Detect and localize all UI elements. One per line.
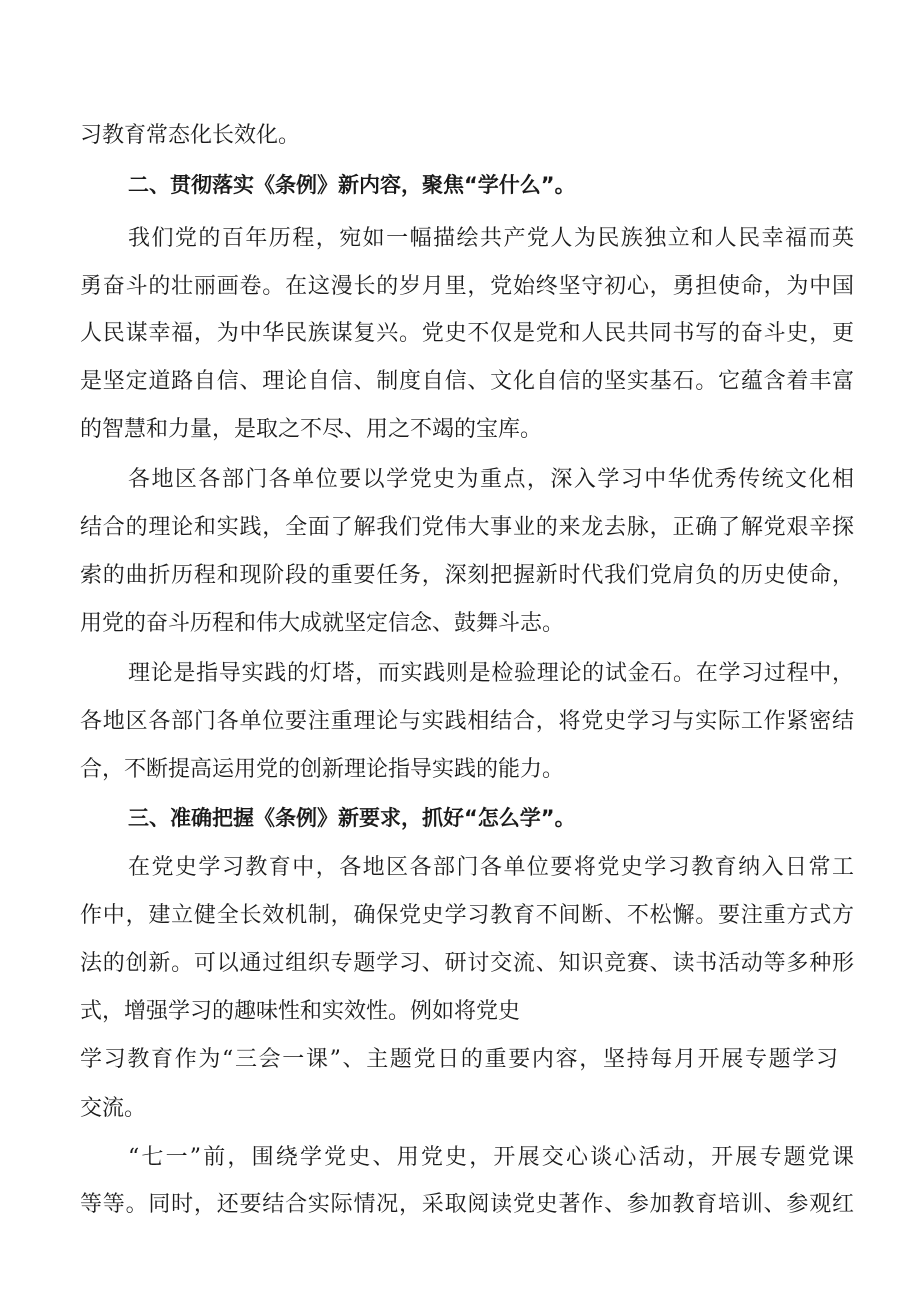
text-line: 结合的理论和实践，全面了解我们党伟大事业的来龙去脉，正确了解党艰辛探: [80, 515, 854, 540]
text-line: 人民谋幸福，为中华民族谋复兴。党史不仅是党和人民共同书写的奋斗史，更: [80, 321, 854, 346]
text-line: 式，增强学习的趣味性和实效性。例如将党史: [80, 999, 521, 1024]
text-line: 作中，建立健全长效机制，确保党史学习教育不间断、不松懈。要注重方式方: [80, 903, 854, 928]
text-line: 的智慧和力量，是取之不尽、用之不竭的宝库。: [80, 417, 543, 442]
text-line: 学习教育作为“三会一课”、主题党日的重要内容，坚持每月开展专题学习: [80, 1047, 838, 1072]
text-line: 勇奋斗的壮丽画卷。在这漫长的岁月里，党始终坚守初心，勇担使命，为中国: [80, 274, 854, 299]
text-line: 合，不断提高运用党的创新理论指导实践的能力。: [80, 757, 565, 782]
text-line: 等等。同时，还要结合实际情况，采取阅读党史著作、参加教育培训、参观红: [80, 1192, 854, 1217]
text-line: 各地区各部门各单位要注重理论与实践相结合，将党史学习与实际工作紧密结: [80, 709, 854, 734]
section-heading-2: 二、贯彻落实《条例》新内容，聚焦“学什么”。: [128, 173, 576, 197]
text-line: 用党的奋斗历程和伟大成就坚定信念、鼓舞斗志。: [80, 611, 565, 636]
text-line: 理论是指导实践的灯塔，而实践则是检验理论的试金石。在学习过程中，: [128, 661, 854, 686]
text-line: “七一”前，围绕学党史、用党史，开展交心谈心活动，开展专题党课: [128, 1145, 854, 1170]
text-line: 是坚定道路自信、理论自信、制度自信、文化自信的坚实基石。它蕴含着丰富: [80, 369, 854, 394]
text-line: 索的曲折历程和现阶段的重要任务，深刻把握新时代我们党肩负的历史使命，: [80, 563, 854, 588]
text-line: 交流。: [80, 1096, 147, 1121]
text-line: 习教育常态化长效化。: [80, 123, 301, 148]
text-line: 我们党的百年历程，宛如一幅描绘共产党人为民族独立和人民幸福而英: [128, 226, 854, 251]
text-line: 在党史学习教育中，各地区各部门各单位要将党史学习教育纳入日常工: [128, 855, 854, 880]
text-line: 各地区各部门各单位要以学党史为重点，深入学习中华优秀传统文化相: [128, 467, 854, 492]
text-line: 法的创新。可以通过组织专题学习、研讨交流、知识竞赛、读书活动等多种形: [80, 951, 854, 976]
section-heading-3: 三、准确把握《条例》新要求，抓好“怎么学”。: [128, 806, 576, 830]
